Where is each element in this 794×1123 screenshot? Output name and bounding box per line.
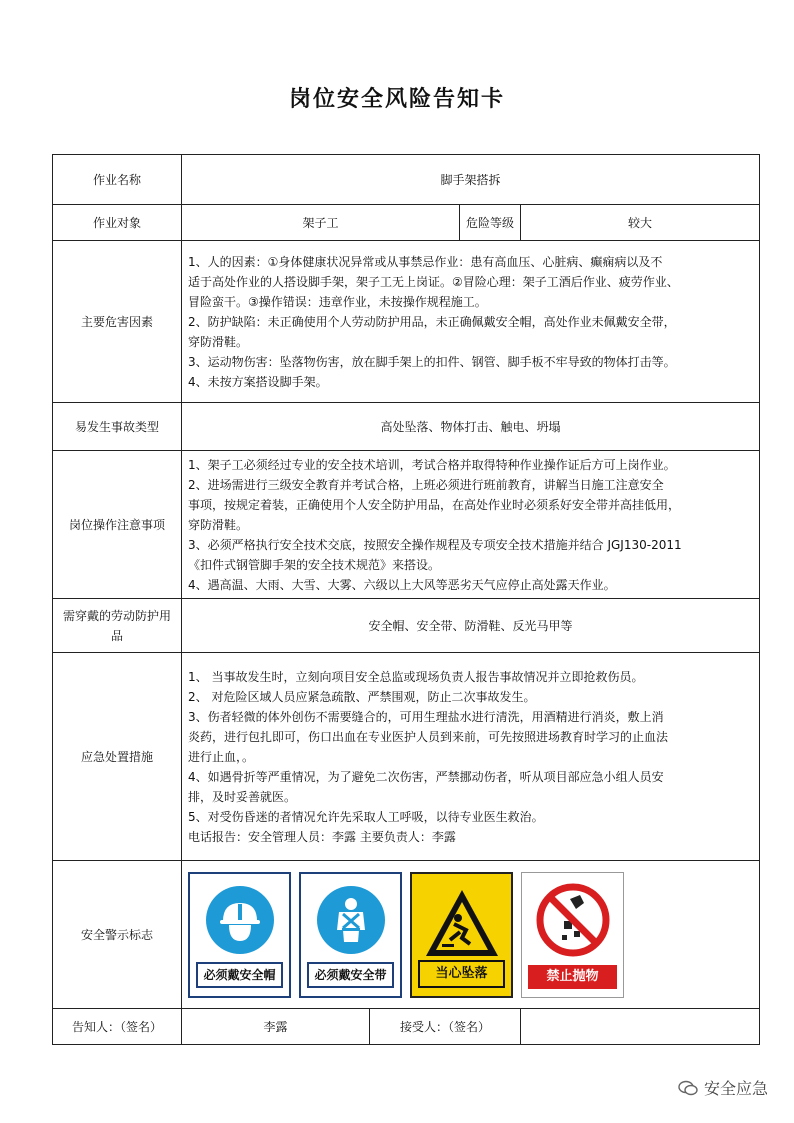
work-object-value: 架子工 [182, 205, 460, 241]
precaution-line: 3、必须严格执行安全技术交底，按照安全操作规程及专项安全技术措施并结合 JGJ130-2011 [188, 537, 682, 552]
sign-fall-warning [410, 872, 513, 998]
row-work-name [53, 155, 760, 205]
hazard-line: 穿防滑鞋。 [188, 334, 249, 349]
emergency-line: 3、伤者轻微的体外创伤不需要缝合的，可用生理盐水进行清洗，用酒精进行消炎，敷上消 [188, 709, 664, 724]
watermark-text: 安全应急 [703, 1079, 768, 1098]
emergency-label: 应急处置措施 [53, 653, 182, 861]
hazard-line: 2、防护缺陷：未正确使用个人劳动防护用品，未正确佩戴安全帽，高处作业未佩戴安全带， [188, 314, 676, 329]
row-hazards [53, 241, 760, 403]
row-ppe [53, 599, 760, 653]
receiver-value [521, 1009, 760, 1045]
sign-caption: 当心坠落 [418, 960, 505, 988]
risk-level-value: 较大 [521, 205, 760, 241]
receiver-label: 接受人：（签名） [370, 1009, 521, 1045]
row-work-object [53, 205, 760, 241]
sign-caption: 必须戴安全带 [307, 962, 394, 988]
emergency-line: 炎药，进行包扎即可，伤口出血在专业医护人员到来前，可先按照进场教育时学习的止血法 [188, 729, 669, 744]
safety-harness-icon [317, 886, 385, 954]
helmet-icon [206, 886, 274, 954]
row-precautions [53, 451, 760, 599]
row-signs [53, 861, 760, 1009]
precaution-line: 《扣件式钢管脚手架的安全技术规范》来搭设。 [188, 557, 441, 572]
hazard-line: 4、未按方案搭设脚手架。 [188, 374, 328, 389]
emergency-line: 2、 对危险区域人员应紧急疏散、严禁围观，防止二次事故发生。 [188, 689, 536, 704]
sign-group [188, 872, 753, 998]
precaution-line: 1、架子工必须经过专业的安全技术培训，考试合格并取得特种作业操作证后方可上岗作业。 [188, 457, 676, 472]
hazards-content [182, 241, 760, 403]
emergency-line: 5、对受伤昏迷的者情况允许先采取人工呼吸，以待专业医生救治。 [188, 809, 544, 824]
hazard-line: 适于高处作业的人搭设脚手架，架子工无上岗证。②冒险心理：架子工酒后作业、疲劳作业、 [188, 274, 679, 289]
sign-caption: 必须戴安全帽 [196, 962, 283, 988]
emergency-line: 进行止血，。 [188, 749, 255, 764]
accidents-label: 易发生事故类型 [53, 403, 182, 451]
precaution-line: 2、进场需进行三级安全教育并考试合格，上班必须进行班前教育，讲解当日施工注意安全 [188, 477, 664, 492]
precaution-line: 穿防滑鞋。 [188, 517, 249, 532]
risk-level-label: 危险等级 [460, 205, 521, 241]
hazards-label: 主要危害因素 [53, 241, 182, 403]
signs-label: 安全警示标志 [53, 861, 182, 1009]
sign-no-throwing [521, 872, 624, 998]
no-throwing-icon [534, 881, 612, 959]
row-emergency [53, 653, 760, 861]
signs-content [182, 861, 760, 1009]
document-title: 岗位安全风险告知卡 [288, 87, 505, 112]
risk-notice-table [52, 154, 760, 1045]
precaution-line: 事项，按规定着装，正确使用个人安全防护用品，在高处作业时必须系好安全带并高挂低用， [188, 497, 681, 512]
precautions-label: 岗位操作注意事项 [53, 451, 182, 599]
precautions-content [182, 451, 760, 599]
notifier-value: 李露 [182, 1009, 370, 1045]
work-name-label: 作业名称 [53, 155, 182, 205]
row-accidents [53, 403, 760, 451]
accidents-value: 高处坠落、物体打击、触电、坍塌 [182, 403, 760, 451]
fall-warning-icon [424, 886, 500, 962]
emergency-contact-line: 电话报告：安全管理人员：李露 主要负责人：李露 [188, 829, 456, 844]
work-name-value: 脚手架搭拆 [182, 155, 760, 205]
emergency-line: 排，及时妥善就医。 [188, 789, 297, 804]
ppe-label: 需穿戴的劳动防护用品 [53, 599, 182, 653]
precaution-line: 4、遇高温、大雨、大雪、大雾、六级以上大风等恶劣天气应停止高处露天作业。 [188, 577, 616, 592]
hazard-line: 1、人的因素：①身体健康状况异常或从事禁忌作业：患有高血压、心脏病、癫痫病以及不 [188, 254, 663, 269]
sign-wear-harness [299, 872, 402, 998]
notifier-label: 告知人：（签名） [53, 1009, 182, 1045]
watermark [678, 1076, 768, 1099]
emergency-content [182, 653, 760, 861]
hazard-line: 冒险蛮干。③操作错误：违章作业，未按操作规程施工。 [188, 294, 487, 309]
work-object-label: 作业对象 [53, 205, 182, 241]
emergency-line: 4、如遇骨折等严重情况，为了避免二次伤害，严禁挪动伤者，听从项目部应急小组人员安 [188, 769, 664, 784]
ppe-value: 安全帽、安全带、防滑鞋、反光马甲等 [182, 599, 760, 653]
emergency-line: 1、 当事故发生时，立刻向项目安全总监或现场负责人报告事故情况并立即抢救伤员。 [188, 669, 644, 684]
hazard-line: 3、运动物伤害：坠落物伤害，放在脚手架上的扣件、钢管、脚手板不牢导致的物体打击等。 [188, 354, 676, 369]
wechat-icon [678, 1080, 698, 1096]
row-signature [53, 1009, 760, 1045]
sign-caption: 禁止抛物 [528, 965, 617, 989]
sign-wear-helmet [188, 872, 291, 998]
